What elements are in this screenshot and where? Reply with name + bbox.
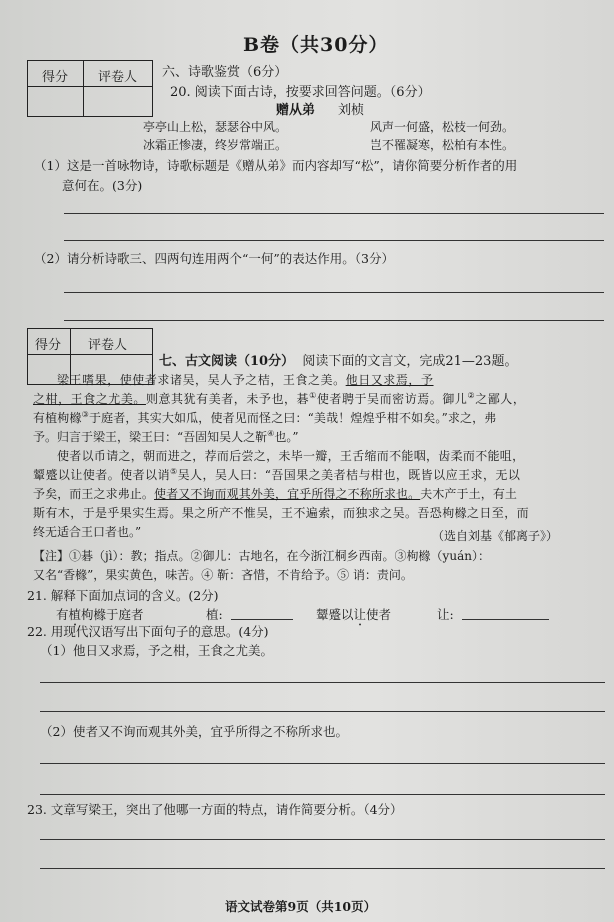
answer-line[interactable] <box>64 240 604 241</box>
passage-line: 梁王嗜果，使使者求诸吴，吴人予之桔，王食之美。他日又求焉，予 <box>57 373 434 387</box>
poem-author: 刘桢 <box>338 103 365 118</box>
answer-line[interactable] <box>64 320 604 321</box>
q21-answer-2[interactable] <box>462 619 549 620</box>
q22: 22. 用现代汉语写出下面句子的意思。(4分) <box>27 624 269 639</box>
passage-source: （选自刘基《郁离子》） <box>432 529 559 543</box>
poem-title: 赠从弟 <box>276 103 316 118</box>
q21: 21. 解释下面加点词的含义。(2分) <box>27 588 219 603</box>
q21-item1: 有植枸橼于庭者 <box>56 607 144 622</box>
passage-line: 颦蹙以让使者。使者以诮⑤吴人，吴人曰：“吾国果之美者桔与柑也，既皆以应王求，无以 <box>33 467 521 482</box>
q21-answer-1[interactable] <box>231 619 293 620</box>
passage-line: 予矣，而王之求弗止。使者又不询而观其外美，宜乎所得之不称所求也。夫木产于土，有土 <box>33 487 518 501</box>
q20-1-line1: （1）这是一首咏物诗，诗歌标题是《赠从弟》而内容却写“松”，请你简要分析作者的用 <box>34 158 518 173</box>
answer-line[interactable] <box>40 711 605 712</box>
poem-line: 风声一何盛，松枝一何劲。 <box>370 120 515 134</box>
section7-heading <box>159 350 517 369</box>
section7-instruction: 阅读下面的文言文，完成21—23题。 <box>302 354 518 369</box>
q23: 23. 文章写梁王，突出了他哪一方面的特点，请作简要分析。（4分） <box>27 802 403 817</box>
section6-heading: 六、诗歌鉴赏（6分） <box>162 65 288 80</box>
q21-item2: 颦蹙以让使者 <box>316 607 392 622</box>
grader-label: 评卷人 <box>88 338 128 353</box>
q22-1: （1）他日又求焉，予之柑，王食之尤美。 <box>40 643 273 658</box>
q22-2: （2）使者又不询而观其外美，宜乎所得之不称所求也。 <box>40 724 348 739</box>
answer-line[interactable] <box>40 763 605 764</box>
answer-line[interactable] <box>40 868 605 869</box>
poem-line: 冰霜正惨凄，终岁常端正。 <box>143 138 288 152</box>
answer-line[interactable] <box>40 794 605 795</box>
q20-1-line2: 意何在。(3分) <box>62 178 143 193</box>
page-footer: 语文试卷第9页（共10页） <box>225 899 377 914</box>
passage-line: 使者以币请之，朝而进之，荐而后尝之，未毕一瓣，王舌缩而不能咽，齿柔而不能咀， <box>57 449 525 463</box>
score-label: 得分 <box>42 70 69 85</box>
poem-line: 岂不罹凝寒，松柏有本性。 <box>370 138 515 152</box>
passage-line: 有植枸橼③于庭者，其实大如瓜，使者见而怪之曰：“美哉！煌煌乎柑不如矣。”求之，弗 <box>33 410 497 425</box>
grader-label: 评卷人 <box>98 70 138 85</box>
section7-title: 七、古文阅读（10分） <box>159 354 295 369</box>
q21-item1-label: 植: <box>206 607 223 622</box>
note-line: 【注】①碁（jì）：教；指点。②御儿：古地名，在今浙江桐乡西南。③枸橼（yuán）： <box>33 549 490 563</box>
answer-line[interactable] <box>64 292 604 293</box>
passage-line: 之柑，王食之尤美。则意其犹有美者，未予也，碁①使者聘于吴而密访焉。御儿②之鄙人， <box>33 391 526 406</box>
passage-line: 予。归言于梁王，梁王曰：“吾固知吴人之靳④也。” <box>33 429 299 444</box>
poem-line: 亭亭山上松，瑟瑟谷中风。 <box>143 120 288 134</box>
score-label: 得分 <box>35 338 62 353</box>
answer-line[interactable] <box>64 213 604 214</box>
q21-item2-label: 让: <box>437 607 454 622</box>
answer-line[interactable] <box>40 682 605 683</box>
q20-2: （2）请分析诗歌三、四两句连用两个“一何”的表达作用。（3分） <box>34 251 394 266</box>
note-line: 又名“香橼”，果实黄色，味苦。④ 靳：吝惜，不肯给予。⑤ 诮：责问。 <box>33 568 413 582</box>
q20-intro: 20. 阅读下面古诗，按要求回答问题。（6分） <box>170 85 431 100</box>
page-title: B卷（共30分） <box>243 34 389 56</box>
score-box-6 <box>27 60 153 117</box>
passage-line: 终无适合王口者也。” <box>33 525 142 539</box>
answer-line[interactable] <box>40 839 605 840</box>
passage-line: 斯有木，于是乎果实生焉。果之所产不惟吴，王不遍索，而独求之吴。吾恐枸橼之日至，而 <box>33 506 530 520</box>
